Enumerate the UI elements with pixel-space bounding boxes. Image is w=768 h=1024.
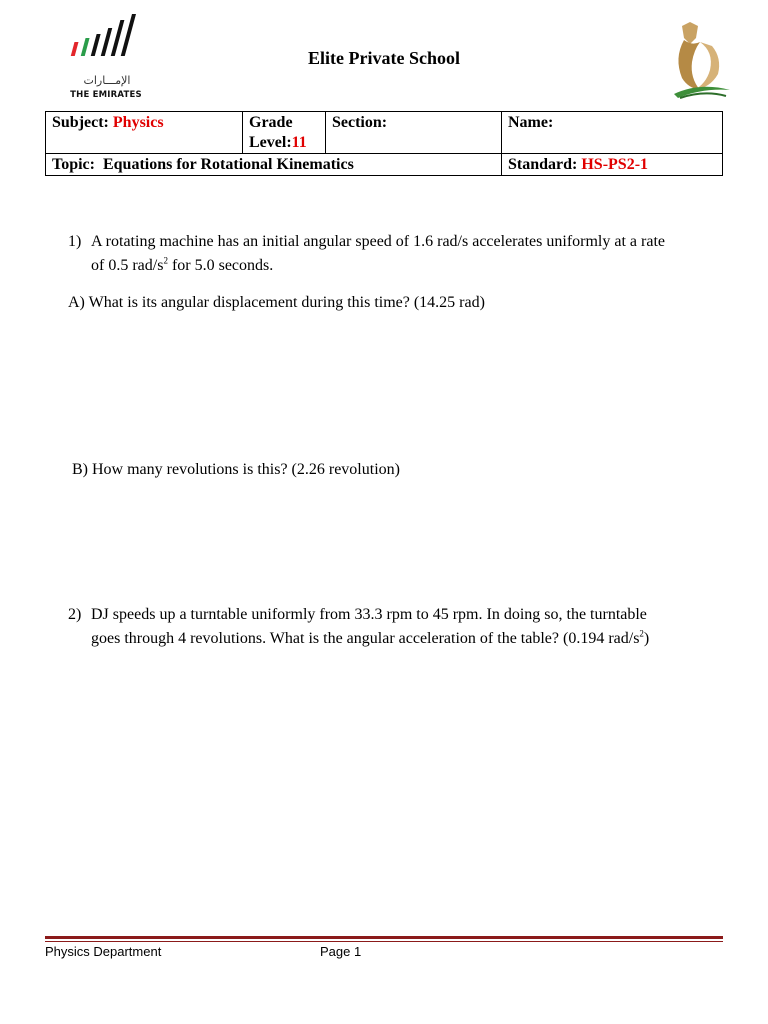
topic-cell [46,154,502,176]
logo-english-text: THE EMIRATES [70,90,142,100]
grade-label-line1: Grade [249,114,293,131]
grade-cell [243,112,326,154]
question-1-text [91,230,731,278]
question-1-line1: A rotating machine has an initial angular speed of 1.6 rad/s accelerates uniformly at a rate [91,233,665,250]
subject-label: Subject: [52,114,109,131]
school-crest-logo [660,18,740,102]
q2-exponent: 2 [639,628,644,639]
topic-label: Topic: [52,156,95,173]
footer-page-number: Page 1 [320,944,362,959]
grade-value: 11 [291,134,307,151]
question-2-line2 [91,627,731,651]
name-label: Name: [508,114,554,131]
footer-rule-thick [45,936,723,939]
standard-value: HS-PS2-1 [581,156,649,173]
section-cell[interactable] [326,112,502,154]
logo-arabic-text: الإمـــارات [83,74,131,87]
question-1a: A) What is its angular displacement during this time? (14.25 rad) [68,294,485,311]
school-name: Elite Private School [308,48,460,68]
name-cell[interactable] [502,112,723,154]
standard-label: Standard: [508,156,578,173]
q1-line2-end: for 5.0 seconds. [167,257,274,274]
question-2-number: 2) [68,606,82,623]
question-2-text [91,603,731,651]
topic-value: Equations for Rotational Kinematics [102,156,354,173]
footer-rule-thin [45,941,723,942]
subject-cell [46,112,243,154]
grade-label-line2: Level: [249,134,292,151]
footer-department: Physics Department [45,944,162,959]
q2-line2-start: goes through 4 revolutions. What is the angular acceleration of the table? (0.194 rad/s [91,630,640,647]
info-table [45,111,723,176]
question-1b: B) How many revolutions is this? (2.26 revolution) [72,461,400,478]
subject-value: Physics [112,114,164,131]
question-2-line1: DJ speeds up a turntable uniformly from 33.3 rpm to 45 rpm. In doing so, the turntable [91,606,647,623]
standard-cell [502,154,723,176]
q1-exponent: 2 [163,255,168,266]
q1-line2-start: of 0.5 rad/s [91,257,164,274]
q2-line2-end: ) [643,630,650,647]
question-1-number: 1) [68,233,82,250]
section-label: Section: [332,114,388,131]
crest-icon [660,18,740,102]
question-1-line2 [91,254,731,278]
